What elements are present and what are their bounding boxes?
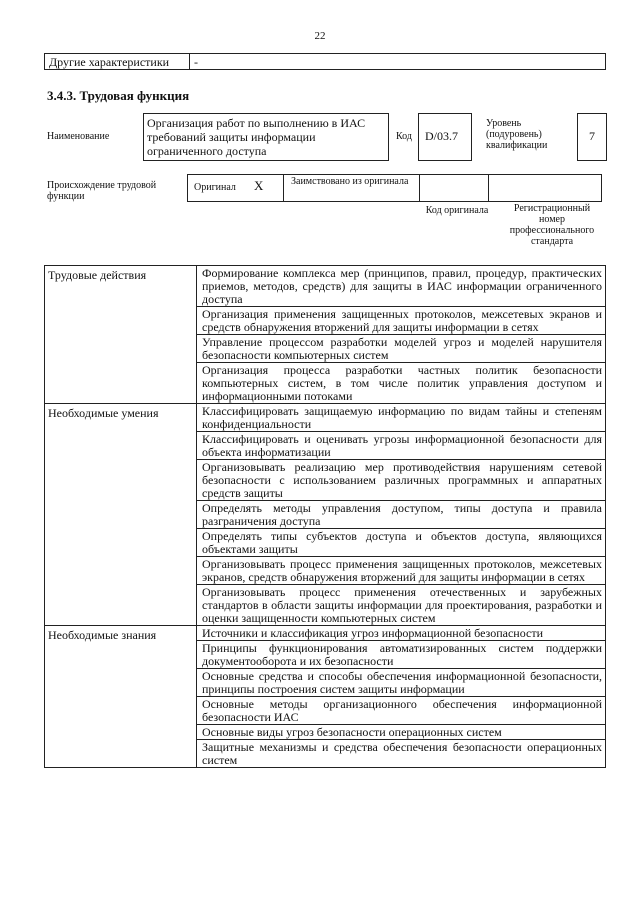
list-item: Источники и классификация угроз информационной безопасности — [197, 626, 606, 641]
origin-label: Происхождение трудовой функции — [47, 180, 157, 202]
original-label: Оригинал — [194, 182, 236, 193]
list-item: Основные виды угроз безопасности операционных систем — [197, 725, 606, 740]
code-label: Код — [396, 131, 412, 142]
list-item: Организация процесса разработки частных политик безопасности компьютерных систем, в том числе политик управления доступом и информационными потоками — [197, 363, 606, 404]
list-item: Основные методы организационного обеспечения информационной безопасности ИАС — [197, 697, 606, 725]
name-label: Наименование — [47, 131, 110, 142]
code-original-label: Код оригинала — [425, 205, 489, 216]
table-row — [45, 626, 606, 641]
list-item: Определять методы управления доступом, типы доступа и правила разграничения доступа — [197, 501, 606, 529]
category-required-skills: Необходимые умения — [45, 404, 197, 626]
list-item: Классифицировать и оценивать угрозы информационной безопасности для объекта информатизации — [197, 432, 606, 460]
qualification-level: 7 — [577, 113, 607, 161]
function-code: D/03.7 — [418, 113, 472, 161]
list-item: Формирование комплекса мер (принципов, правил, процедур, практических приемов, методов, средств) для защиты в ИАС информации ограниченного доступа — [197, 266, 606, 307]
section-title: 3.4.3. Трудовая функция — [47, 88, 190, 103]
other-characteristics-value: - — [190, 54, 606, 70]
category-labor-actions: Трудовые действия — [45, 266, 197, 404]
list-item: Управление процессом разработки моделей угроз и моделей нарушителя безопасности компьютерных систем — [197, 335, 606, 363]
qualification-level-label: Уровень (подуровень) квалификации — [486, 118, 548, 151]
original-mark: X — [254, 178, 264, 193]
list-item: Организовывать процесс применения отечественных и зарубежных стандартов в области защиты информации для проектирования, разработки и оценки защищенности компьютерных систем — [197, 585, 606, 626]
list-item: Основные средства и способы обеспечения информационной безопасности, принципы построения систем защиты информации — [197, 669, 606, 697]
list-item: Организовывать процесс применения защищенных протоколов, межсетевых экранов, средств обнаружения вторжений для защиты информации в сетях — [197, 557, 606, 585]
registration-number-label: Регистрационный номер профессионального стандарта — [509, 203, 595, 247]
origin-regnum-cell — [489, 175, 602, 202]
page-number: 22 — [314, 30, 326, 42]
table-row — [45, 266, 606, 307]
list-item: Принципы функционирования автоматизированных систем поддержки документооборота и их безопасности — [197, 641, 606, 669]
list-item: Организовывать реализацию мер противодействия нарушениям сетевой безопасности с использованием различных программных и аппаратных средств защиты — [197, 460, 606, 501]
other-characteristics-table — [44, 53, 606, 70]
table-row — [45, 404, 606, 432]
function-name: Организация работ по выполнению в ИАС требований защиты информации ограниченного доступа — [143, 113, 389, 161]
list-item: Организация применения защищенных протоколов, межсетевых экранов и средств обнаружения вторжений для защиты информации в сетях — [197, 307, 606, 335]
function-details-table — [44, 265, 606, 768]
other-characteristics-label: Другие характеристики — [45, 54, 190, 70]
category-required-knowledge: Необходимые знания — [45, 626, 197, 768]
borrowed-label: Заимствовано из оригинала — [291, 176, 409, 187]
list-item: Определять типы субъектов доступа и объектов доступа, являющихся объектами защиты — [197, 529, 606, 557]
list-item: Защитные механизмы и средства обеспечения безопасности операционных систем — [197, 740, 606, 768]
list-item: Классифицировать защищаемую информацию по видам тайны и степеням конфиденциальности — [197, 404, 606, 432]
origin-code-cell — [420, 175, 489, 202]
